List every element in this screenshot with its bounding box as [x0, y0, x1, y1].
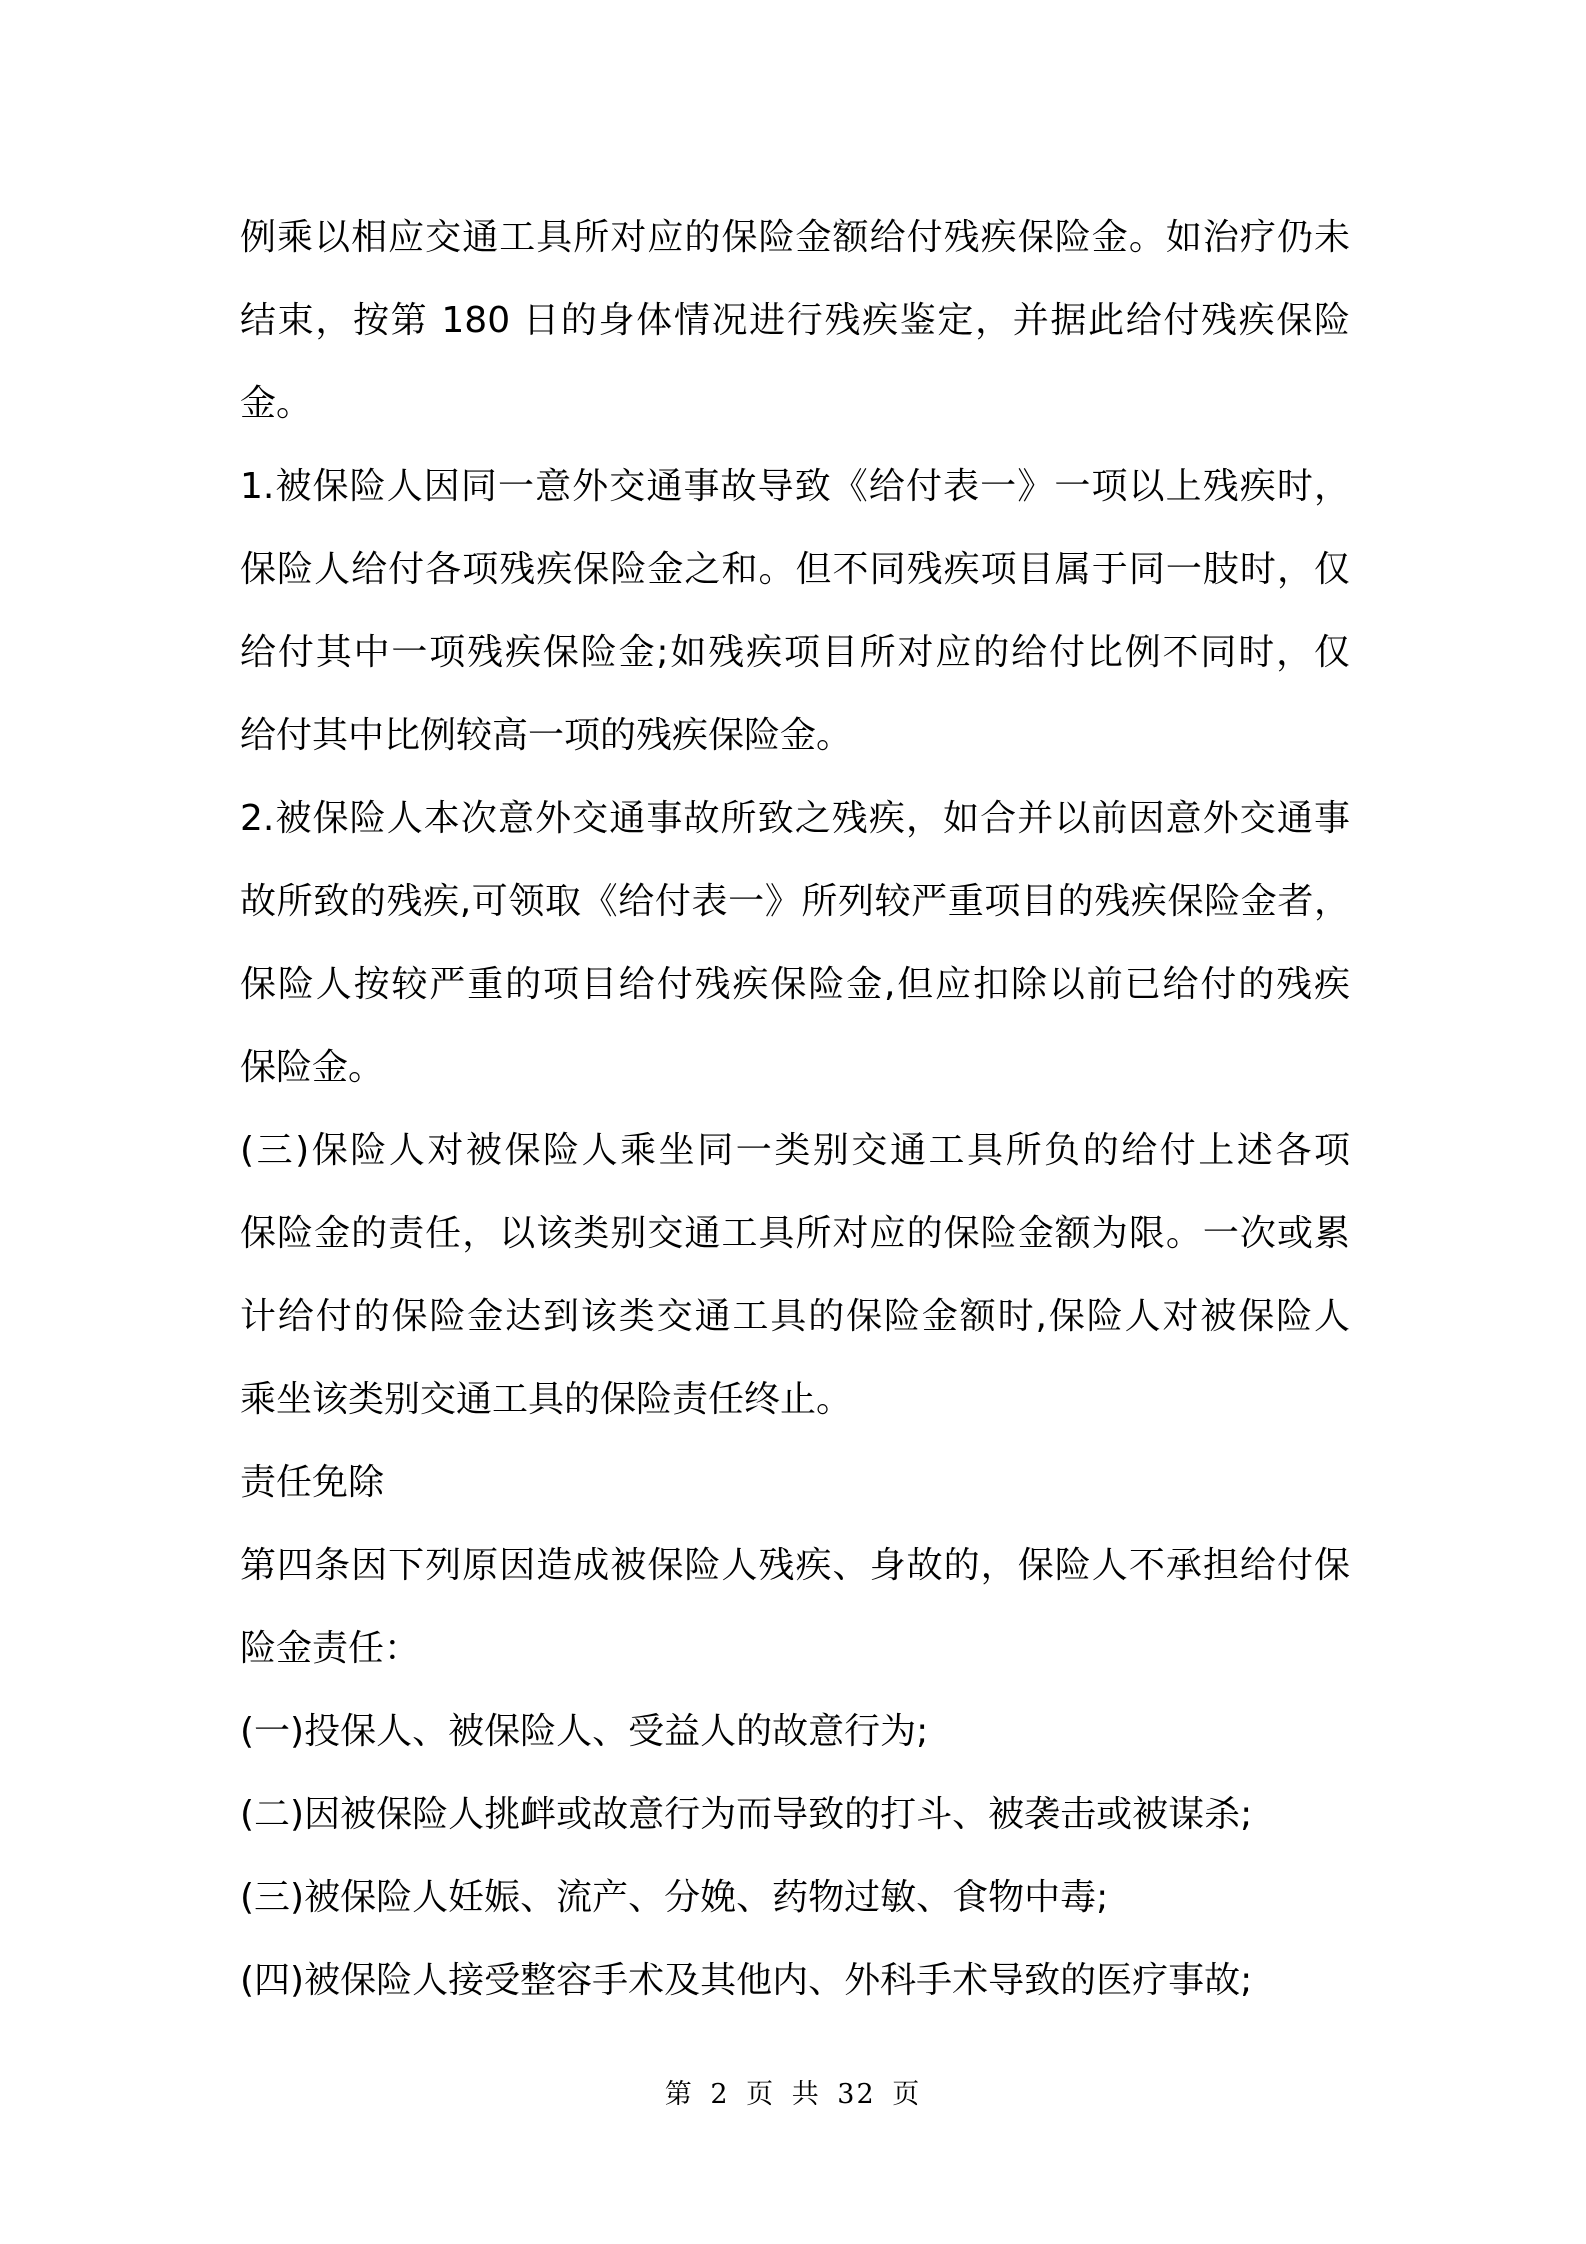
text-line: 故所致的残疾,可领取《给付表一》所列较严重项目的残疾保险金者，: [240, 881, 1350, 922]
text-line: (四)被保险人接受整容手术及其他内、外科手术导致的医疗事故;: [240, 1960, 1253, 2001]
text-line: 保险人按较严重的项目给付残疾保险金,但应扣除以前已给付的残疾: [240, 964, 1350, 1005]
text-line: 保险金。: [240, 1047, 385, 1088]
text-line: 险金责任：: [240, 1628, 421, 1669]
text-line: 保险金的责任，以该类别交通工具所对应的保险金额为限。一次或累: [240, 1213, 1350, 1254]
text-line: (三)保险人对被保险人乘坐同一类别交通工具所负的给付上述各项: [240, 1130, 1350, 1171]
text-line: 2.被保险人本次意外交通事故所致之残疾，如合并以前因意外交通事: [240, 798, 1350, 839]
text-line: 给付其中一项残疾保险金;如残疾项目所对应的给付比例不同时，仅: [240, 632, 1350, 673]
text-line: 乘坐该类别交通工具的保险责任终止。: [240, 1379, 853, 1420]
text-line: 结束，按第 180 日的身体情况进行残疾鉴定，并据此给付残疾保险: [240, 300, 1350, 341]
text-line: 责任免除: [240, 1462, 385, 1503]
text-line: (三)被保险人妊娠、流产、分娩、药物过敏、食物中毒;: [240, 1877, 1109, 1918]
document-body: [240, 196, 1350, 2022]
text-line: 给付其中比例较高一项的残疾保险金。: [240, 715, 853, 756]
text-line: 计给付的保险金达到该类交通工具的保险金额时,保险人对被保险人: [240, 1296, 1350, 1337]
text-line: 第四条因下列原因造成被保险人残疾、身故的，保险人不承担给付保: [240, 1545, 1350, 1586]
text-line: (一)投保人、被保险人、受益人的故意行为;: [240, 1711, 929, 1752]
page-number-footer: 第 2 页 共 32 页: [664, 2079, 922, 2110]
text-line: 例乘以相应交通工具所对应的保险金额给付残疾保险金。如治疗仍未: [240, 217, 1350, 258]
text-line: 1.被保险人因同一意外交通事故导致《给付表一》一项以上残疾时，: [240, 466, 1350, 507]
text-line: 保险人给付各项残疾保险金之和。但不同残疾项目属于同一肢时，仅: [240, 549, 1350, 590]
text-line: (二)因被保险人挑衅或故意行为而导致的打斗、被袭击或被谋杀;: [240, 1794, 1253, 1835]
text-line: 金。: [240, 383, 313, 424]
